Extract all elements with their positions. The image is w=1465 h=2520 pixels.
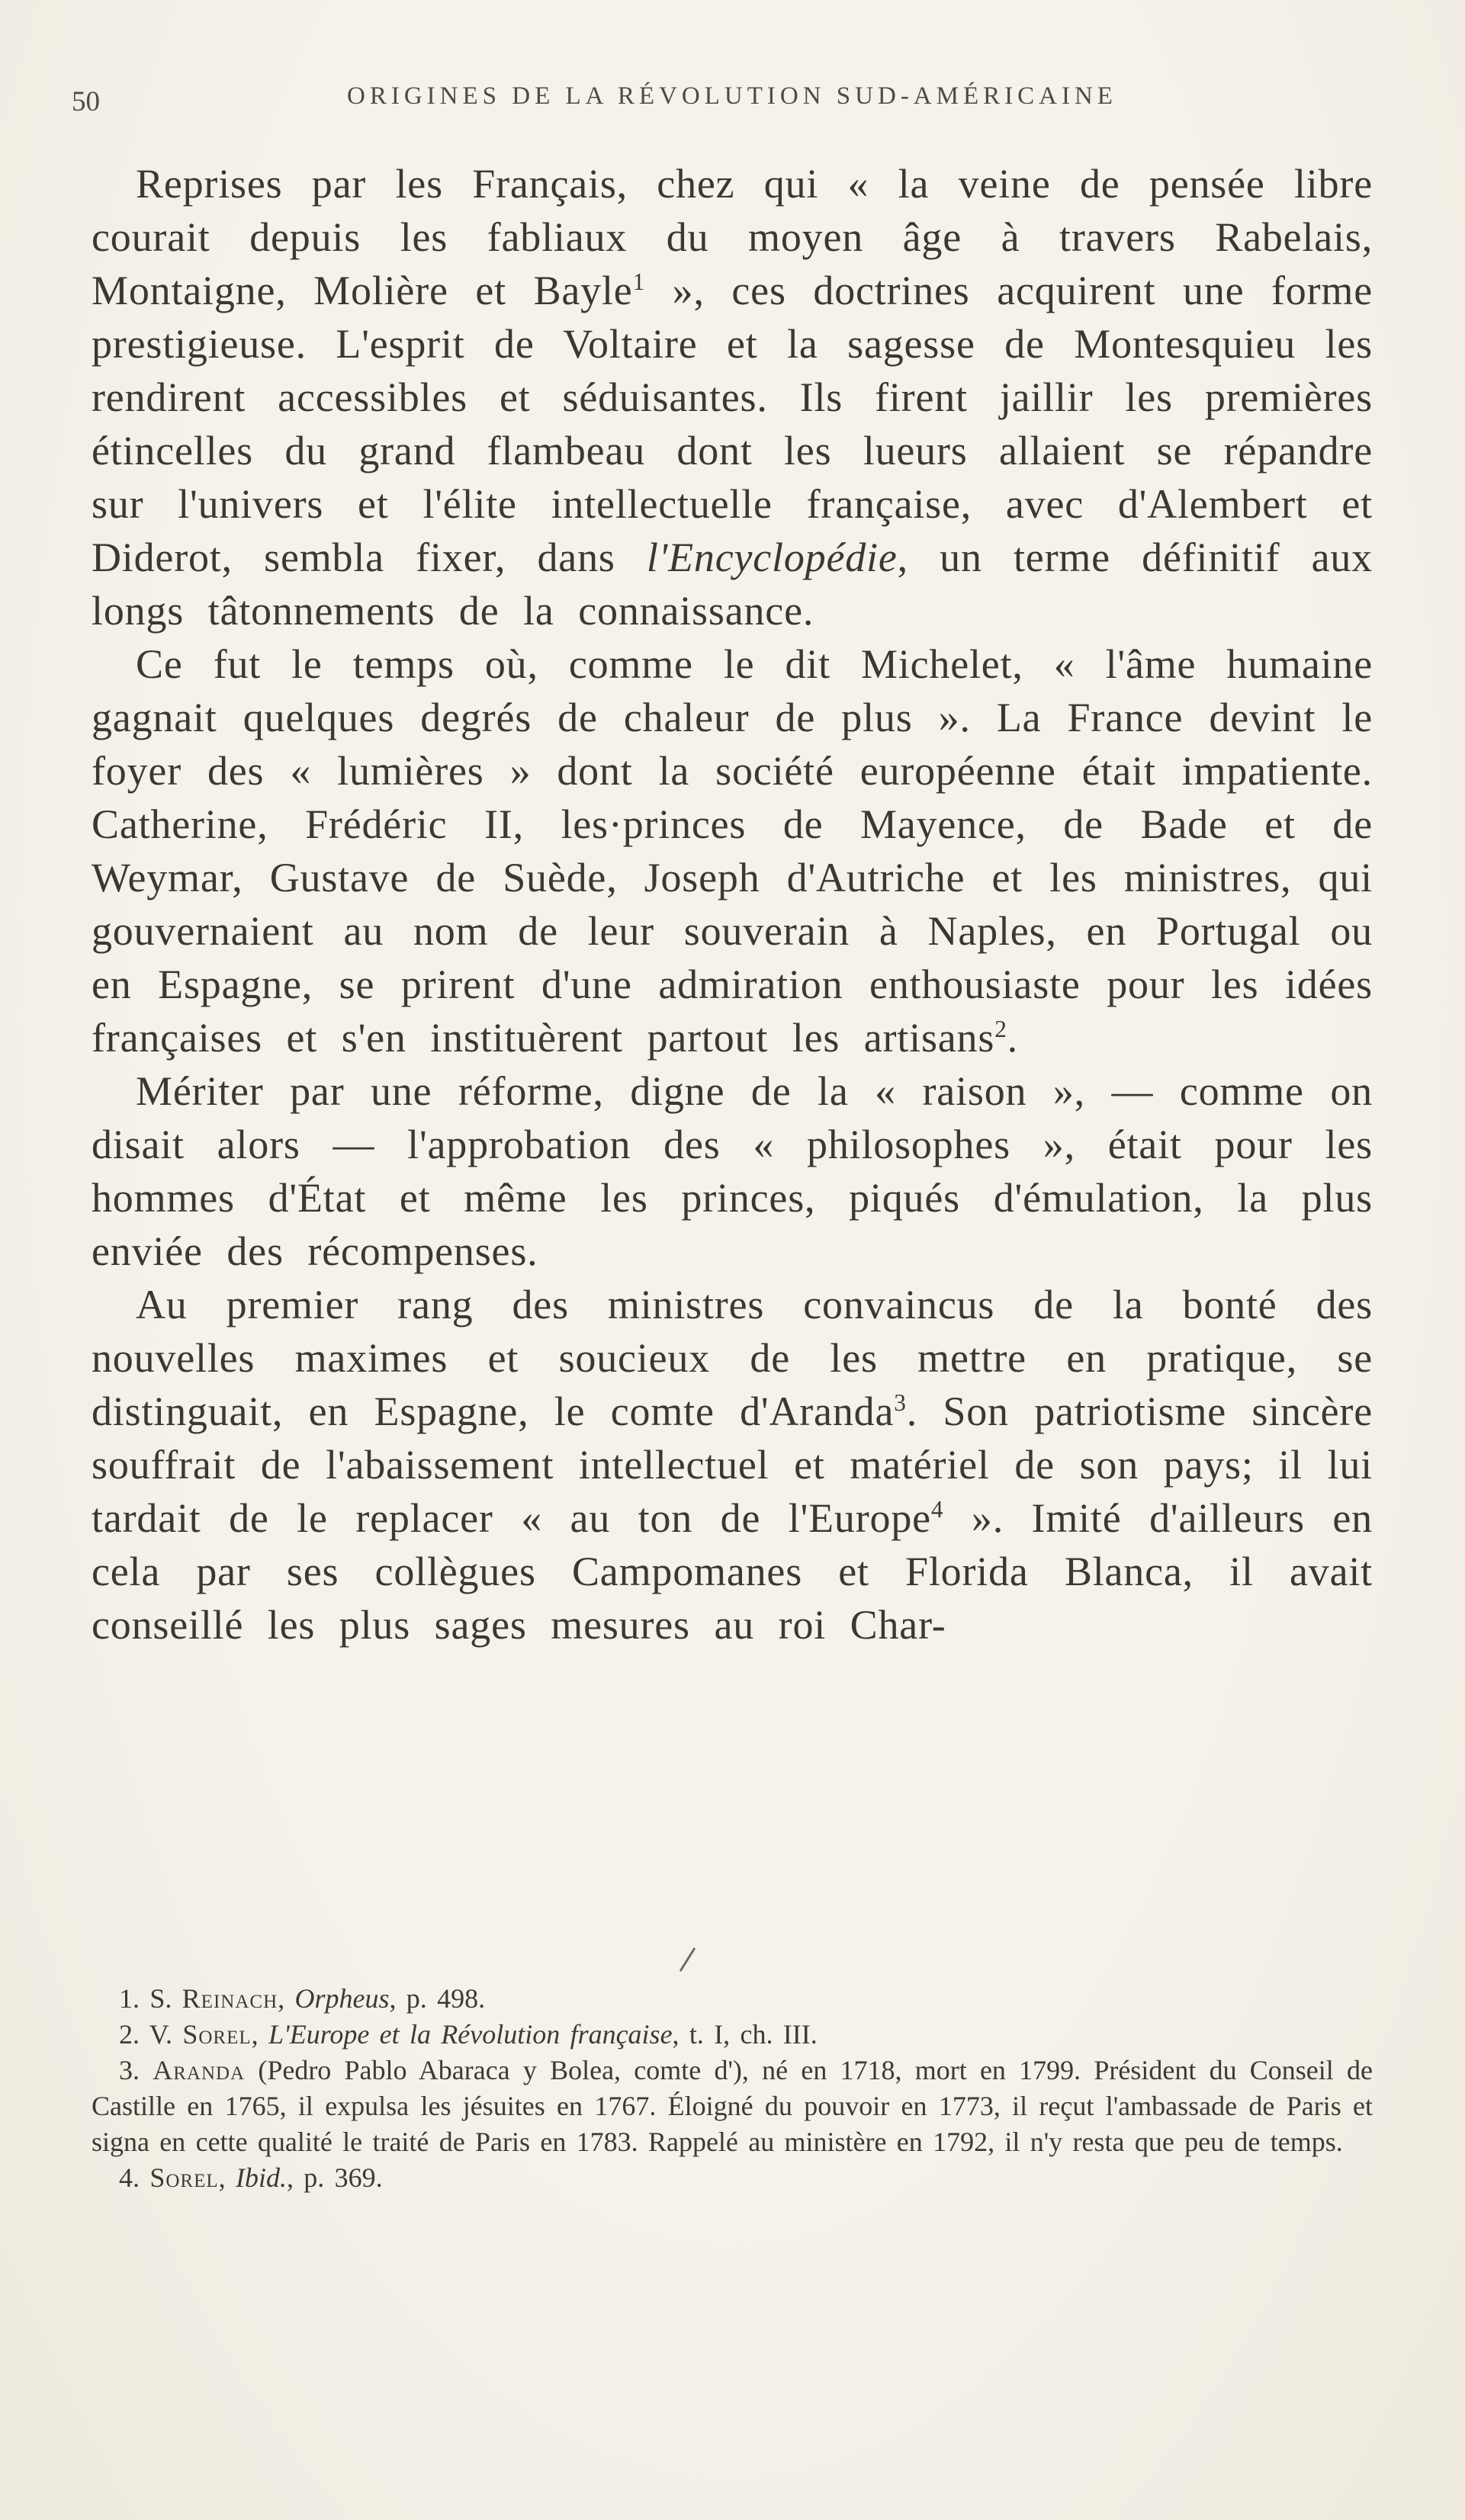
page-content: [72, 82, 1373, 1652]
text-segment: 3.: [119, 2055, 153, 2085]
footnote: [92, 2017, 1373, 2053]
paragraph: [92, 637, 1373, 1064]
text-segment: 2. V.: [119, 2019, 183, 2050]
footnotes: [92, 1981, 1373, 2196]
text-segment: Reprises par les Français, chez qui « la veine de pensée libre courait depuis les fabliaux du moyen âge à travers Rabelais, Montaigne, Molière et Bayle: [92, 161, 1373, 313]
text-segment: », ces doctrines acquirent une forme prestigieuse. L'esprit de Voltaire et la sagesse de Montesquieu les rendirent accessibles et séduisantes. Ils firent jaillir les premières étincelles du grand flambeau dont les lueurs allaient se répandre sur l'univers et l'élite intellectuelle française, avec d'Alembert et Diderot, sembla fixer, dans: [92, 268, 1373, 580]
text-segment: Au premier rang des ministres convaincus de la bonté des nouvelles maximes et soucieux de les mettre en pratique, se distinguait, en Espagne, le comte d'Aranda: [92, 1282, 1373, 1434]
text-segment: Mériter par une réforme, digne de la « raison », — comme on disait alors — l'approbation des « philosophes », était pour les hommes d'État et même les princes, piqués d'émulation, la plus enviée des récompenses.: [92, 1068, 1373, 1274]
text-segment: , p. 369.: [286, 2162, 383, 2193]
text-segment: 1. S.: [119, 1983, 182, 2014]
paragraph: [92, 157, 1373, 637]
body-text: [92, 157, 1373, 1652]
text-segment: (Pedro Pablo Abaraca y Bolea, comte d'), né en 1718, mort en 1799. Président du Conseil de Castille en 1765, il expulsa les jésuites en 1767. Éloigné du pouvoir en 1773, il reçut l'ambassade de Paris et signa en cette qualité le traité de Paris en 1783. Rappelé au ministère en 1792, il n'y resta que peu de temps.: [92, 2055, 1373, 2157]
footnote: [92, 2160, 1373, 2196]
text-segment: ,: [278, 1983, 295, 2014]
footnote-ref: 1: [632, 268, 646, 295]
page-number: 50: [72, 86, 100, 117]
text-segment: .: [1007, 1015, 1018, 1061]
text-segment: Orpheus: [294, 1983, 390, 2014]
text-segment: L'Europe et la Révolution française: [268, 2019, 673, 2050]
text-segment: Ibid.: [235, 2162, 287, 2193]
paragraph: [92, 1064, 1373, 1278]
footnote-ref: 3: [894, 1389, 907, 1416]
text-segment: ,: [218, 2162, 236, 2193]
running-title: ORIGINES DE LA RÉVOLUTION SUD-AMÉRICAINE: [347, 82, 1117, 110]
text-segment: , p. 498.: [389, 1983, 486, 2014]
running-head: [72, 82, 1373, 117]
footnote: [92, 1981, 1373, 2017]
footnote-ref: 2: [994, 1016, 1007, 1042]
text-segment: . Son patriotisme sincère souffrait de l'abaissement intellectuel et matériel de son pays; il lui tardait de le replacer « au ton de l'Europe: [92, 1388, 1373, 1541]
paragraph: [92, 1278, 1373, 1652]
text-segment: Sorel: [149, 2162, 219, 2193]
stray-pen-mark: [679, 1947, 696, 1972]
footnote-ref: 4: [930, 1496, 944, 1523]
text-segment: ,: [251, 2019, 268, 2050]
text-segment: Aranda: [153, 2055, 246, 2085]
text-segment: Sorel: [182, 2019, 252, 2050]
text-segment: 4.: [119, 2162, 150, 2193]
text-segment: l'Encyclopédie: [646, 534, 898, 580]
text-segment: Reinach: [182, 1983, 278, 2014]
text-segment: , un terme définitif aux longs tâtonnements de la connaissance.: [92, 534, 1373, 634]
text-segment: , t. I, ch. III.: [672, 2019, 818, 2050]
text-segment: ». Imité d'ailleurs en cela par ses collègues Campomanes et Florida Blanca, il avait conseillé les plus sages mesures au roi Char-: [92, 1495, 1373, 1648]
footnote: [92, 2053, 1373, 2160]
text-segment: Ce fut le temps où, comme le dit Michelet, « l'âme humaine gagnait quelques degrés de chaleur de plus ». La France devint le foyer des « lumières » dont la société européenne était impatiente. Catherine, Frédéric II, les·princes de Mayence, de Bade et de Weymar, Gustave de Suède, Joseph d'Autriche et les ministres, qui gouvernaient au nom de leur souverain à Naples, en Portugal ou en Espagne, se prirent d'une admiration enthousiaste pour les idées françaises et s'en instituèrent partout les artisans: [92, 641, 1373, 1061]
